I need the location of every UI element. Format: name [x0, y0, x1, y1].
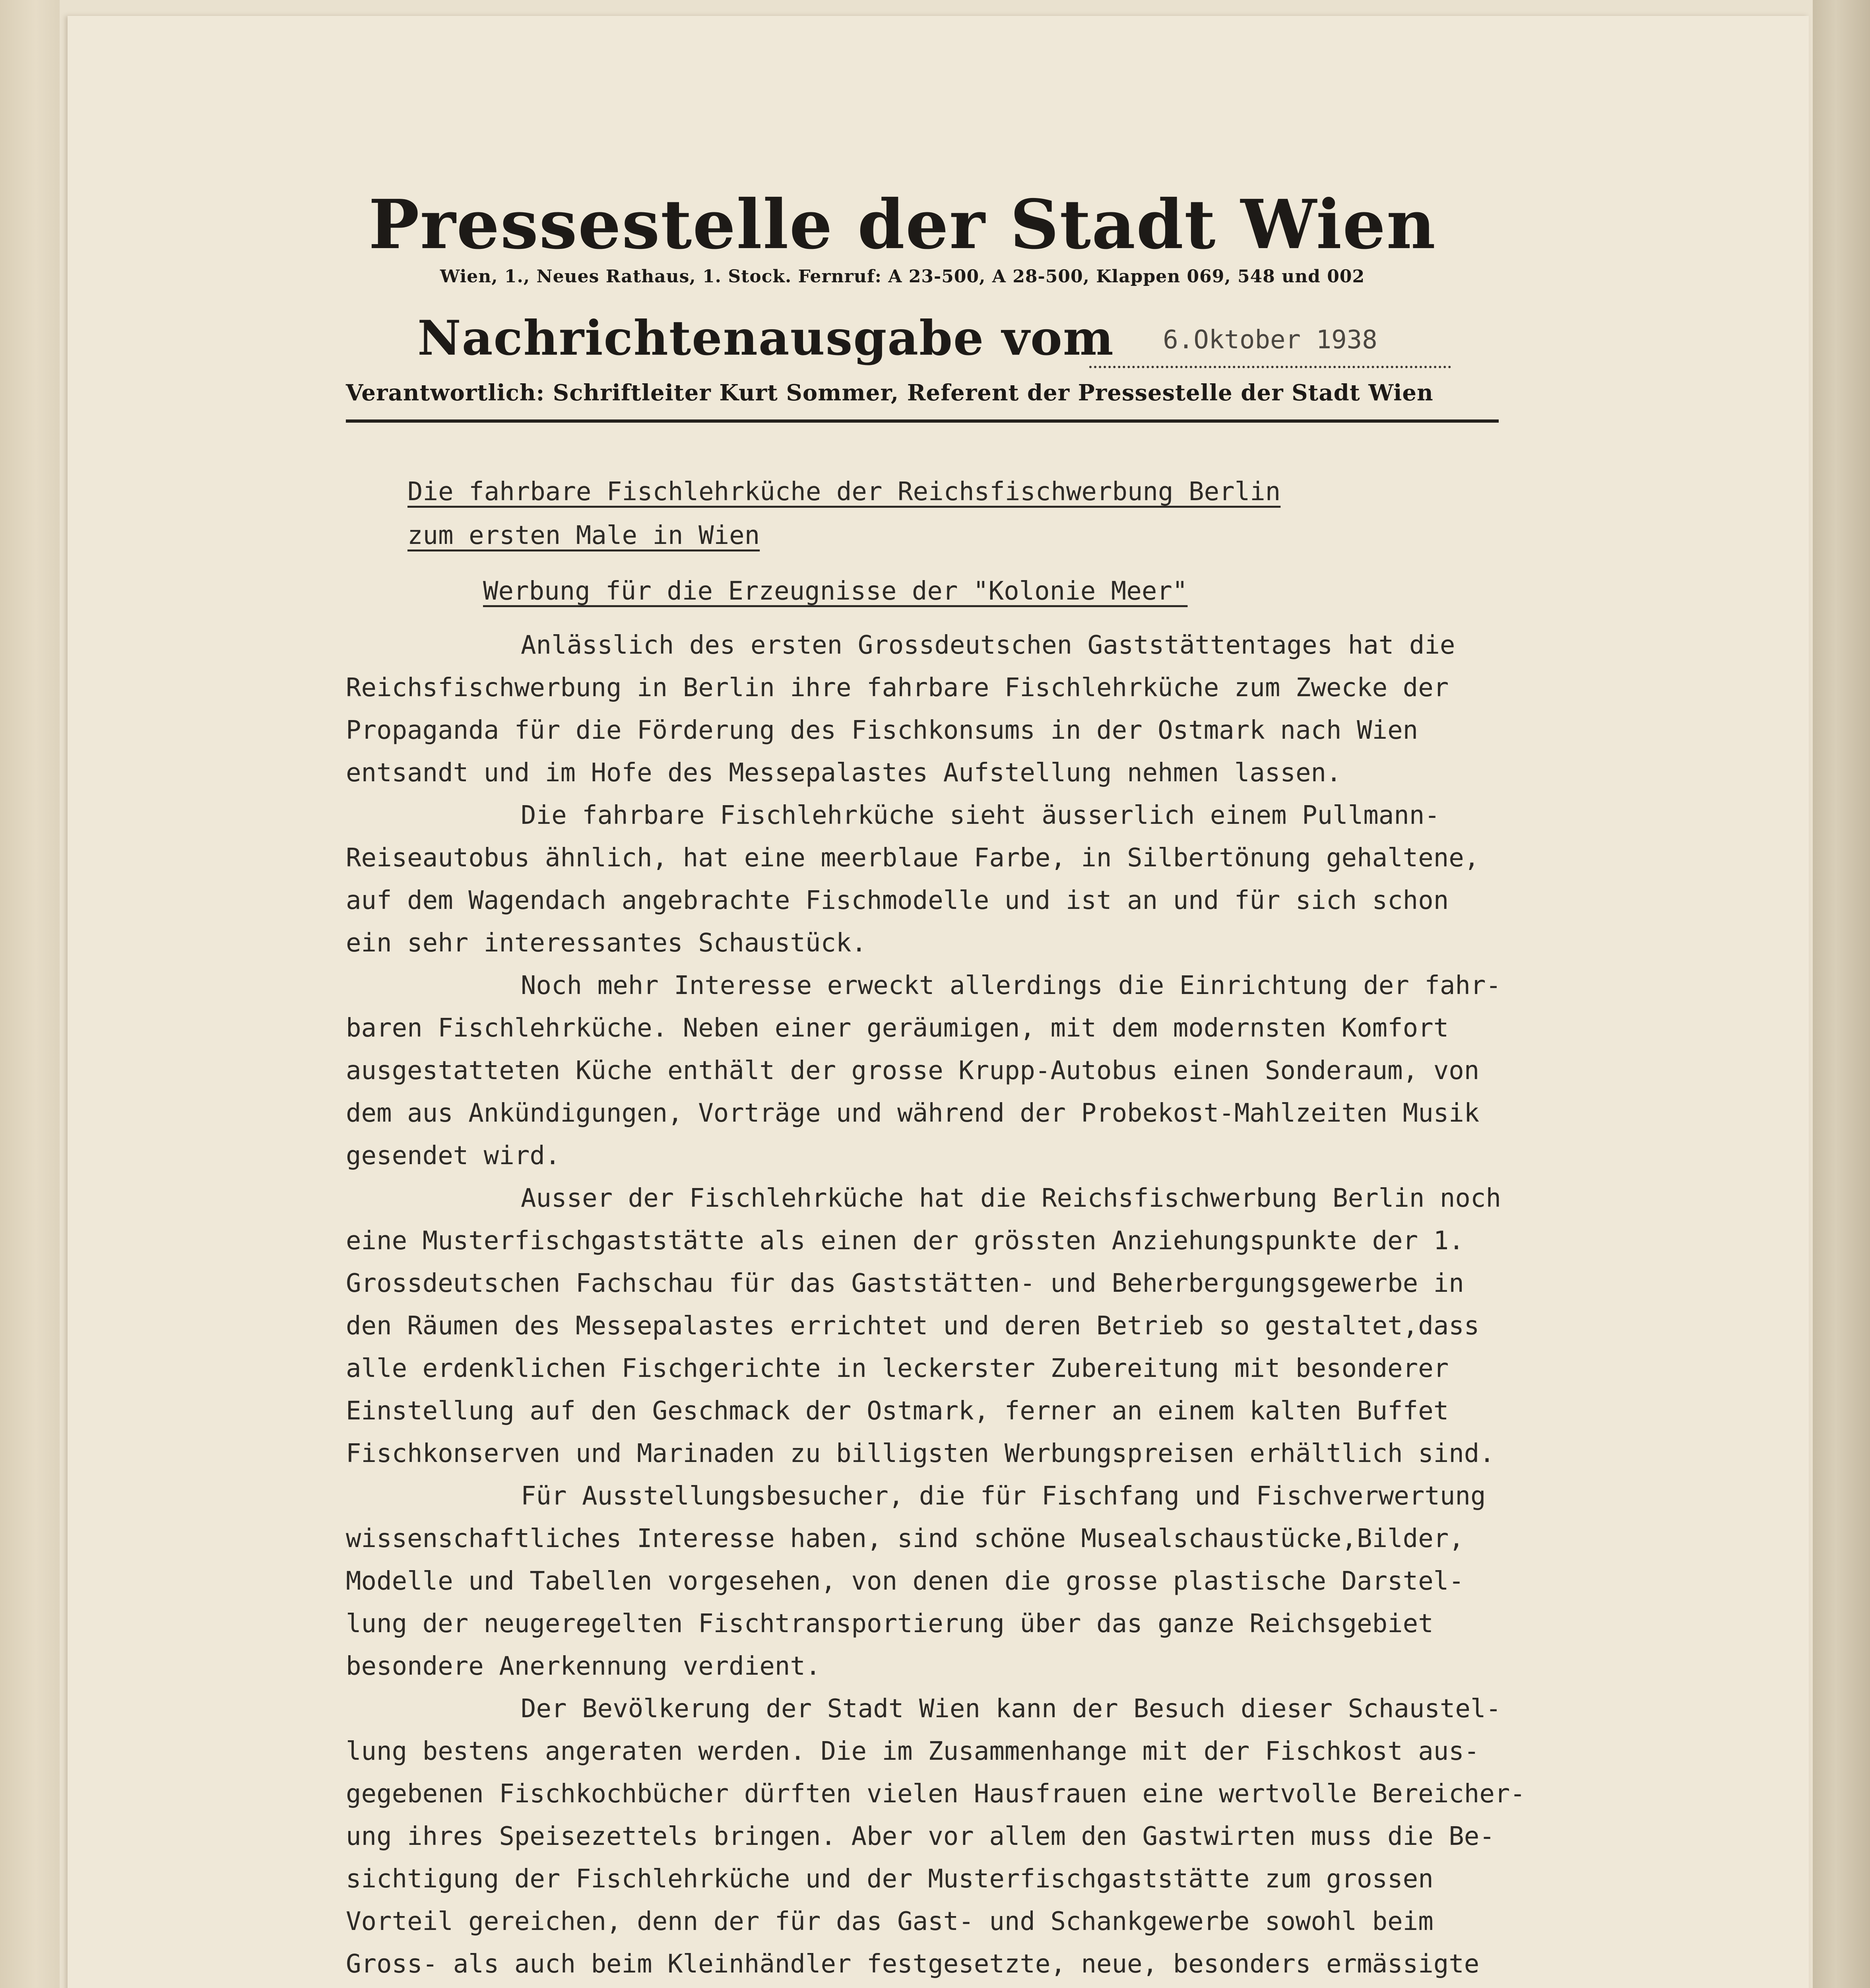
facing-page-edge: [0, 0, 60, 1988]
body-line: Propaganda für die Förderung des Fischkonsums in der Ostmark nach Wien: [346, 716, 1418, 745]
subheadline: Werbung für die Erzeugnisse der "Kolonie Meer": [483, 577, 1188, 606]
issue-row: [417, 310, 1451, 366]
body-line: alle erdenklichen Fischgerichte in leckerster Zubereitung mit besonderer: [346, 1354, 1449, 1383]
masthead-address: Wien, 1., Neues Rathaus, 1. Stock. Fernruf: A 23-500, A 28-500, Klappen 069, 548 und 002: [440, 266, 1365, 287]
body-line: eine Musterfischgaststätte als einen der grössten Anziehungspunkte der 1.: [346, 1226, 1464, 1256]
body-line: gegebenen Fischkochbücher dürften vielen Hausfrauen eine wertvolle Bereicher-: [346, 1779, 1525, 1809]
headline-line-2: zum ersten Male in Wien: [407, 521, 760, 550]
body-line: Anlässlich des ersten Grossdeutschen Gaststättentages hat die: [521, 631, 1455, 660]
body-line: sichtigung der Fischlehrküche und der Musterfischgaststätte zum grossen: [346, 1864, 1434, 1894]
body-line: entsandt und im Hofe des Messepalastes Aufstellung nehmen lassen.: [346, 758, 1342, 788]
body-line: ein sehr interessantes Schaustück.: [346, 928, 867, 958]
body-line: Die fahrbare Fischlehrküche sieht äusserlich einem Pullmann-: [521, 801, 1440, 830]
body-line: ausgestatteten Küche enthält der grosse Krupp-Autobus einen Sonderaum, von: [346, 1056, 1480, 1085]
article-body: [346, 624, 1578, 1988]
body-line: Ausser der Fischlehrküche hat die Reichsfischwerbung Berlin noch: [521, 1184, 1501, 1213]
body-line: Modelle und Tabellen vorgesehen, von denen die grosse plastische Darstel-: [346, 1567, 1464, 1596]
body-line: [346, 1986, 1578, 1988]
body-line: Reiseautobus ähnlich, hat eine meerblaue Farbe, in Silbertönung gehaltene,: [346, 843, 1480, 873]
body-line: besondere Anerkennung verdient.: [346, 1652, 821, 1681]
body-line: baren Fischlehrküche. Neben einer geräumigen, mit dem modernsten Komfort: [346, 1013, 1449, 1043]
masthead-rule: [346, 419, 1499, 423]
body-line: Für Ausstellungsbesucher, die für Fischfang und Fischverwertung: [521, 1481, 1486, 1511]
masthead-title: Pressestelle der Stadt Wien: [368, 185, 1437, 264]
body-line: wissenschaftliches Interesse haben, sind schöne Musealschaustücke,Bilder,: [346, 1524, 1464, 1553]
body-line: Der Bevölkerung der Stadt Wien kann der Besuch dieser Schaustel-: [521, 1694, 1501, 1724]
body-line: Gross- als auch beim Kleinhändler festgesetzte, neue, besonders ermässigte: [346, 1949, 1480, 1979]
body-line: dem aus Ankündigungen, Vorträge und während der Probekost-Mahlzeiten Musik: [346, 1099, 1480, 1128]
body-line: auf dem Wagendach angebrachte Fischmodelle und ist an und für sich schon: [346, 886, 1449, 915]
body-line: lung bestens angeraten werden. Die im Zusammenhange mit der Fischkost aus-: [346, 1737, 1480, 1766]
body-line: Vorteil gereichen, denn der für das Gast- und Schankgewerbe sowohl beim: [346, 1907, 1434, 1936]
body-line: lung der neugeregelten Fischtransportierung über das ganze Reichsgebiet: [346, 1609, 1434, 1639]
body-line: Noch mehr Interesse erweckt allerdings die Einrichtung der fahr-: [521, 971, 1501, 1000]
page-stack-edge: [1813, 0, 1870, 1988]
headline-line-1: Die fahrbare Fischlehrküche der Reichsfischwerbung Berlin: [407, 477, 1281, 507]
body-line: Einstellung auf den Geschmack der Ostmark, ferner an einem kalten Buffet: [346, 1396, 1449, 1426]
responsible-editor: Verantwortlich: Schriftleiter Kurt Sommer, Referent der Pressestelle der Stadt Wien: [346, 380, 1434, 406]
body-line: ung ihres Speisezettels bringen. Aber vor allem den Gastwirten muss die Be-: [346, 1822, 1495, 1851]
body-line: Reichsfischwerbung in Berlin ihre fahrbare Fischlehrküche zum Zwecke der: [346, 673, 1449, 703]
body-line: Grossdeutschen Fachschau für das Gaststätten- und Beherbergungsgewerbe in: [346, 1269, 1464, 1298]
body-line: Fischkonserven und Marinaden zu billigsten Werbungspreisen erhältlich sind.: [346, 1439, 1495, 1468]
masthead: [346, 187, 1459, 287]
issue-date: 6.Oktober 1938: [1089, 318, 1451, 368]
issue-label: Nachrichtenausgabe vom: [417, 310, 1114, 366]
body-line: gesendet wird.: [346, 1141, 561, 1171]
body-line: den Räumen des Messepalastes errichtet und deren Betrieb so gestaltet,dass: [346, 1311, 1480, 1341]
